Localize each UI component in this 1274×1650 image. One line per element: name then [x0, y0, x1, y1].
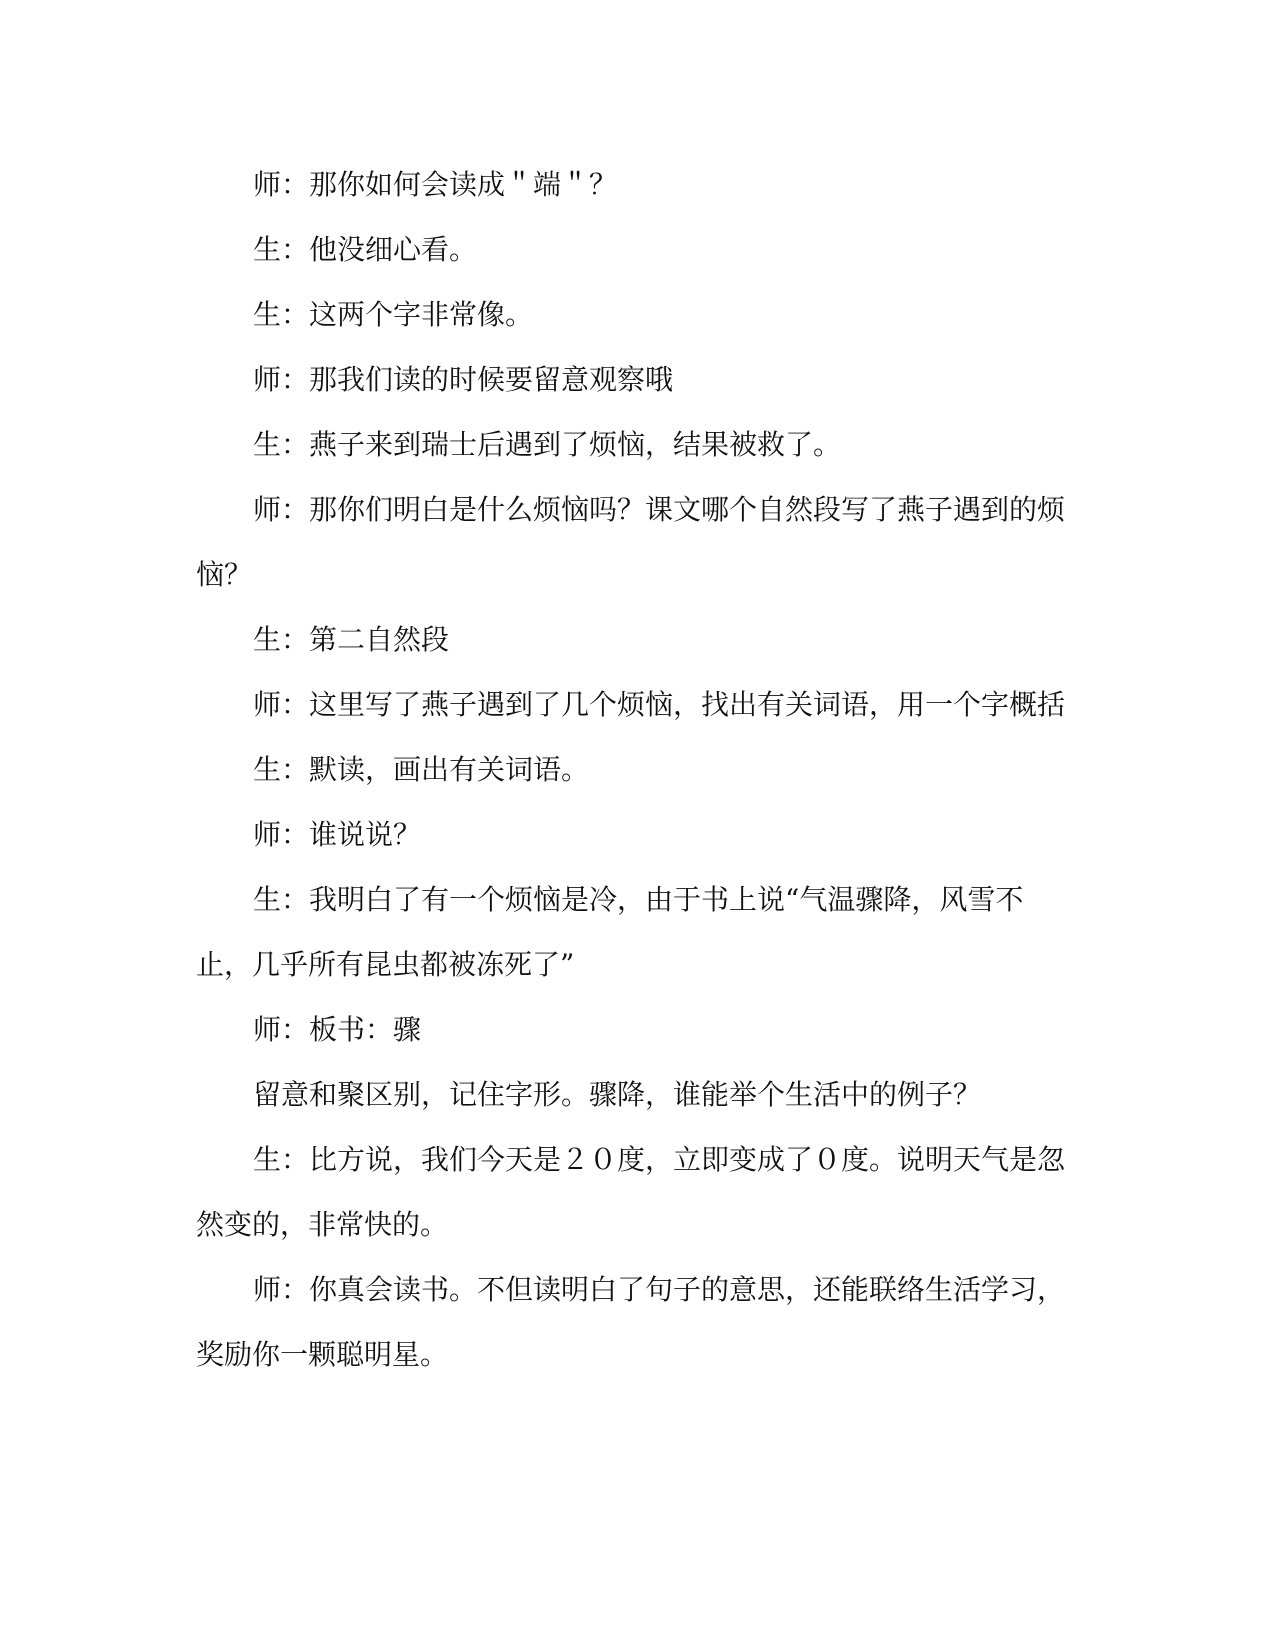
paragraph-4: 师：那我们读的时候要留意观察哦 [253, 363, 674, 396]
paragraph-13: 留意和聚区别，记住字形。骤降，谁能举个生活中的例子？ [253, 1078, 982, 1111]
paragraph-12: 师：板书：骤 [253, 1013, 422, 1046]
paragraph-10: 师：谁说说？ [253, 818, 422, 851]
paragraph-5: 生：燕子来到瑞士后遇到了烦恼，结果被救了。 [253, 428, 842, 461]
paragraph-14: 生：比方说，我们今天是２０度，立即变成了０度。说明天气是忽然变的，非常快的。 [196, 1143, 1066, 1241]
paragraph-9: 生：默读，画出有关词语。 [253, 753, 590, 786]
paragraph-11: 生：我明白了有一个烦恼是冷，由于书上说“气温骤降，风雪不止，几乎所有昆虫都被冻死了” [196, 883, 1024, 981]
paragraph-7: 生：第二自然段 [253, 623, 450, 656]
paragraph-3: 生：这两个字非常像。 [253, 298, 534, 331]
paragraph-8: 师：这里写了燕子遇到了几个烦恼，找出有关词语，用一个字概括 [253, 688, 1066, 721]
paragraph-15: 师：你真会读书。不但读明白了句子的意思，还能联络生活学习，奖励你一颗聪明星。 [196, 1273, 1066, 1371]
document-body [196, 152, 1076, 1387]
paragraph-1: 师：那你如何会读成＂端＂？ [253, 168, 618, 201]
paragraph-2: 生：他没细心看。 [253, 233, 478, 266]
paragraph-6: 师：那你们明白是什么烦恼吗？课文哪个自然段写了燕子遇到的烦恼？ [196, 493, 1066, 591]
